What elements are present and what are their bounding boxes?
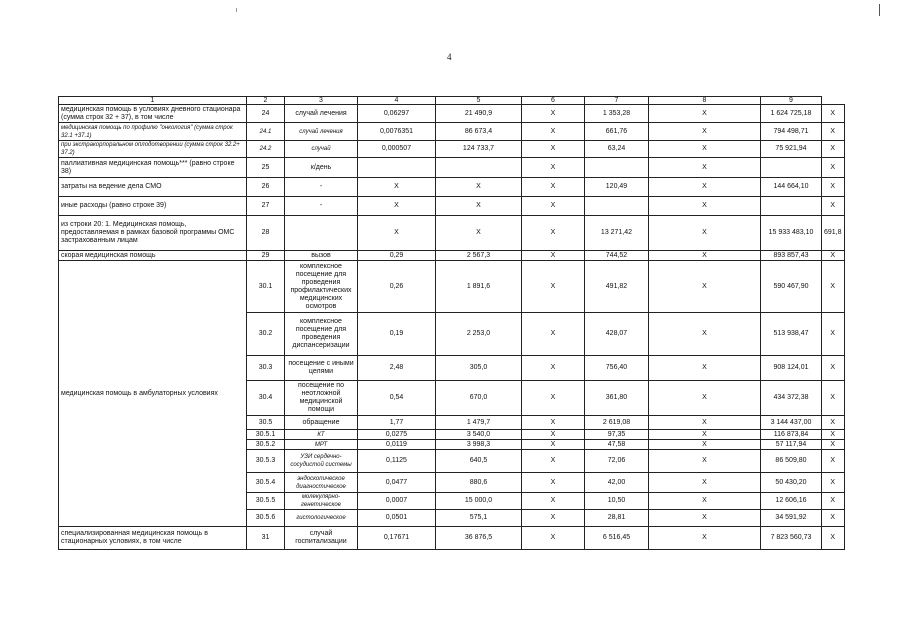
- column-header: 1: [59, 97, 247, 105]
- scan-mark: [236, 8, 237, 12]
- value-cell: 72,06: [585, 450, 649, 473]
- table-row: [59, 141, 845, 158]
- value-cell: 0,0007: [358, 493, 436, 510]
- row-label: иные расходы (равно строке 39): [59, 197, 247, 216]
- value-cell: X: [522, 510, 585, 527]
- unit-cell: -: [285, 178, 358, 197]
- line-number: 24: [247, 105, 285, 123]
- value-cell: 908 124,01: [761, 356, 822, 381]
- value-cell: 1 624 725,18: [761, 105, 822, 123]
- unit-cell: КТ: [285, 430, 358, 440]
- value-cell: 2 253,0: [436, 313, 522, 356]
- value-cell: X: [822, 158, 845, 178]
- value-cell: 86 673,4: [436, 123, 522, 141]
- unit-cell: случай лечения: [285, 105, 358, 123]
- value-cell: 640,5: [436, 450, 522, 473]
- row-label: специализированная медицинская помощь в стационарных условиях, в том числе: [59, 527, 247, 550]
- line-number: 24.2: [247, 141, 285, 158]
- value-cell: X: [822, 493, 845, 510]
- value-cell: X: [358, 197, 436, 216]
- data-table: [58, 96, 845, 550]
- value-cell: X: [649, 430, 761, 440]
- unit-cell: гистологическое: [285, 510, 358, 527]
- column-header: 2: [247, 97, 285, 105]
- value-cell: X: [522, 527, 585, 550]
- value-cell: 2,48: [358, 356, 436, 381]
- value-cell: 428,07: [585, 313, 649, 356]
- value-cell: X: [649, 440, 761, 450]
- table-row: [59, 216, 845, 251]
- value-cell: 491,82: [585, 261, 649, 313]
- value-cell: 0,0501: [358, 510, 436, 527]
- value-cell: 47,58: [585, 440, 649, 450]
- value-cell: 1 479,7: [436, 416, 522, 430]
- value-cell: X: [522, 416, 585, 430]
- table-row: [59, 261, 845, 313]
- scan-mark: [879, 4, 880, 16]
- line-number: 30.5.5: [247, 493, 285, 510]
- value-cell: 0,0119: [358, 440, 436, 450]
- value-cell: X: [522, 493, 585, 510]
- unit-cell: вызов: [285, 251, 358, 261]
- value-cell: 57 117,94: [761, 440, 822, 450]
- value-cell: 120,49: [585, 178, 649, 197]
- value-cell: X: [522, 440, 585, 450]
- value-cell: 6 516,45: [585, 527, 649, 550]
- page-number: 4: [447, 52, 452, 62]
- value-cell: 124 733,7: [436, 141, 522, 158]
- value-cell: X: [649, 178, 761, 197]
- line-number: 29: [247, 251, 285, 261]
- table-row: [59, 123, 845, 141]
- unit-cell: УЗИ сердечно-сосудистой системы: [285, 450, 358, 473]
- unit-cell: молекулярно-генетическое: [285, 493, 358, 510]
- value-cell: X: [522, 356, 585, 381]
- value-cell: X: [822, 430, 845, 440]
- column-header: 8: [649, 97, 761, 105]
- value-cell: [358, 158, 436, 178]
- unit-cell: случай госпитализации: [285, 527, 358, 550]
- value-cell: 691,8: [822, 216, 845, 251]
- value-cell: 0,000507: [358, 141, 436, 158]
- value-cell: 0,17671: [358, 527, 436, 550]
- line-number: 30.5.1: [247, 430, 285, 440]
- value-cell: X: [822, 141, 845, 158]
- value-cell: 15 933 483,10: [761, 216, 822, 251]
- value-cell: X: [822, 197, 845, 216]
- value-cell: X: [822, 450, 845, 473]
- value-cell: X: [649, 261, 761, 313]
- value-cell: 21 490,9: [436, 105, 522, 123]
- value-cell: 50 430,20: [761, 473, 822, 493]
- unit-cell: комплексное посещение для проведения профилактических медицинских осмотров: [285, 261, 358, 313]
- row-label: при экстракорпоральном оплодотворении (сумма строк 32.2+ 37.2): [59, 141, 247, 158]
- value-cell: X: [522, 251, 585, 261]
- value-cell: X: [649, 216, 761, 251]
- value-cell: X: [822, 178, 845, 197]
- value-cell: [761, 158, 822, 178]
- value-cell: 3 998,3: [436, 440, 522, 450]
- value-cell: X: [649, 473, 761, 493]
- value-cell: 434 372,38: [761, 381, 822, 416]
- value-cell: 1 353,28: [585, 105, 649, 123]
- line-number: 30.5.2: [247, 440, 285, 450]
- value-cell: [585, 197, 649, 216]
- value-cell: X: [522, 473, 585, 493]
- value-cell: 590 467,90: [761, 261, 822, 313]
- value-cell: X: [649, 381, 761, 416]
- value-cell: 756,40: [585, 356, 649, 381]
- line-number: 30.2: [247, 313, 285, 356]
- line-number: 26: [247, 178, 285, 197]
- value-cell: X: [358, 216, 436, 251]
- value-cell: 0,54: [358, 381, 436, 416]
- line-number: 30.4: [247, 381, 285, 416]
- value-cell: 2 567,3: [436, 251, 522, 261]
- table-row: [59, 251, 845, 261]
- line-number: 24.1: [247, 123, 285, 141]
- value-cell: X: [436, 197, 522, 216]
- value-cell: 893 857,43: [761, 251, 822, 261]
- value-cell: 3 144 437,00: [761, 416, 822, 430]
- value-cell: 13 271,42: [585, 216, 649, 251]
- value-cell: 0,29: [358, 251, 436, 261]
- line-number: 27: [247, 197, 285, 216]
- value-cell: 10,50: [585, 493, 649, 510]
- value-cell: 3 540,0: [436, 430, 522, 440]
- value-cell: [585, 158, 649, 178]
- row-label: затраты на ведение дела СМО: [59, 178, 247, 197]
- column-header: 6: [522, 97, 585, 105]
- value-cell: 0,1125: [358, 450, 436, 473]
- value-cell: X: [522, 261, 585, 313]
- value-cell: 42,00: [585, 473, 649, 493]
- table-row: [59, 197, 845, 216]
- column-header: 3: [285, 97, 358, 105]
- value-cell: 34 591,92: [761, 510, 822, 527]
- value-cell: 0,19: [358, 313, 436, 356]
- value-cell: X: [649, 123, 761, 141]
- unit-cell: эндоскопическое диагностическое: [285, 473, 358, 493]
- value-cell: X: [522, 197, 585, 216]
- value-cell: 7 823 560,73: [761, 527, 822, 550]
- value-cell: X: [522, 178, 585, 197]
- value-cell: X: [522, 381, 585, 416]
- unit-cell: случай лечения: [285, 123, 358, 141]
- value-cell: X: [649, 197, 761, 216]
- value-cell: 0,0076351: [358, 123, 436, 141]
- value-cell: 2 619,08: [585, 416, 649, 430]
- table-row: [59, 105, 845, 123]
- table-row: [59, 178, 845, 197]
- unit-cell: МРТ: [285, 440, 358, 450]
- header-row: [59, 97, 845, 105]
- row-label: медицинская помощь в амбулаторных условиях: [59, 261, 247, 527]
- line-number: 30.3: [247, 356, 285, 381]
- value-cell: X: [822, 510, 845, 527]
- value-cell: X: [822, 261, 845, 313]
- value-cell: 0,0477: [358, 473, 436, 493]
- value-cell: X: [649, 510, 761, 527]
- row-label: медицинская помощь в условиях дневного стационара (сумма строк 32 + 37), в том числе: [59, 105, 247, 123]
- value-cell: 75 921,94: [761, 141, 822, 158]
- line-number: 31: [247, 527, 285, 550]
- unit-cell: посещение с иными целями: [285, 356, 358, 381]
- value-cell: X: [649, 141, 761, 158]
- value-cell: 305,0: [436, 356, 522, 381]
- unit-cell: посещение по неотложной медицинской помощи: [285, 381, 358, 416]
- value-cell: 86 509,80: [761, 450, 822, 473]
- value-cell: 0,06297: [358, 105, 436, 123]
- value-cell: X: [822, 251, 845, 261]
- value-cell: X: [522, 430, 585, 440]
- value-cell: 0,0275: [358, 430, 436, 440]
- value-cell: X: [822, 356, 845, 381]
- value-cell: X: [522, 123, 585, 141]
- value-cell: X: [822, 416, 845, 430]
- line-number: 30.5.3: [247, 450, 285, 473]
- line-number: 28: [247, 216, 285, 251]
- unit-cell: комплексное посещение для проведения диспансеризации: [285, 313, 358, 356]
- unit-cell: -: [285, 197, 358, 216]
- line-number: 30.1: [247, 261, 285, 313]
- value-cell: 28,81: [585, 510, 649, 527]
- unit-cell: обращение: [285, 416, 358, 430]
- value-cell: X: [436, 178, 522, 197]
- value-cell: [761, 197, 822, 216]
- value-cell: X: [822, 440, 845, 450]
- value-cell: 36 876,5: [436, 527, 522, 550]
- value-cell: X: [822, 473, 845, 493]
- value-cell: X: [522, 450, 585, 473]
- value-cell: X: [649, 493, 761, 510]
- table-row: [59, 158, 845, 178]
- value-cell: X: [822, 123, 845, 141]
- value-cell: X: [649, 251, 761, 261]
- value-cell: 97,35: [585, 430, 649, 440]
- value-cell: 661,76: [585, 123, 649, 141]
- value-cell: X: [649, 313, 761, 356]
- column-header: 7: [585, 97, 649, 105]
- value-cell: 513 938,47: [761, 313, 822, 356]
- unit-cell: случай: [285, 141, 358, 158]
- value-cell: X: [822, 105, 845, 123]
- value-cell: X: [649, 527, 761, 550]
- value-cell: 744,52: [585, 251, 649, 261]
- value-cell: X: [358, 178, 436, 197]
- row-label: из строки 20: 1. Медицинская помощь, предоставляемая в рамках базовой программы ОМС застрахованным лицам: [59, 216, 247, 251]
- value-cell: 670,0: [436, 381, 522, 416]
- row-label: скорая медицинская помощь: [59, 251, 247, 261]
- value-cell: X: [822, 527, 845, 550]
- value-cell: X: [522, 158, 585, 178]
- column-header: 9: [761, 97, 822, 105]
- line-number: 30.5.4: [247, 473, 285, 493]
- value-cell: X: [436, 216, 522, 251]
- unit-cell: к/день: [285, 158, 358, 178]
- value-cell: X: [522, 216, 585, 251]
- value-cell: 361,80: [585, 381, 649, 416]
- table-row: [59, 527, 845, 550]
- row-label: медицинская помощь по профилю "онкология" (сумма строк 32.1 +37.1): [59, 123, 247, 141]
- value-cell: X: [649, 158, 761, 178]
- value-cell: 144 664,10: [761, 178, 822, 197]
- line-number: 30.5.6: [247, 510, 285, 527]
- column-header: 4: [358, 97, 436, 105]
- value-cell: X: [822, 381, 845, 416]
- row-label: паллиативная медицинская помощь*** (равно строке 38): [59, 158, 247, 178]
- value-cell: X: [649, 356, 761, 381]
- value-cell: 0,26: [358, 261, 436, 313]
- value-cell: X: [522, 105, 585, 123]
- unit-cell: [285, 216, 358, 251]
- value-cell: X: [649, 105, 761, 123]
- line-number: 30.5: [247, 416, 285, 430]
- value-cell: 1,77: [358, 416, 436, 430]
- value-cell: 880,6: [436, 473, 522, 493]
- value-cell: 1 891,6: [436, 261, 522, 313]
- value-cell: 116 873,84: [761, 430, 822, 440]
- value-cell: 63,24: [585, 141, 649, 158]
- value-cell: 12 606,16: [761, 493, 822, 510]
- value-cell: X: [649, 416, 761, 430]
- value-cell: X: [522, 313, 585, 356]
- column-header: 5: [436, 97, 522, 105]
- value-cell: X: [522, 141, 585, 158]
- value-cell: [436, 158, 522, 178]
- value-cell: X: [822, 313, 845, 356]
- value-cell: 15 000,0: [436, 493, 522, 510]
- value-cell: X: [649, 450, 761, 473]
- line-number: 25: [247, 158, 285, 178]
- value-cell: 794 498,71: [761, 123, 822, 141]
- value-cell: 575,1: [436, 510, 522, 527]
